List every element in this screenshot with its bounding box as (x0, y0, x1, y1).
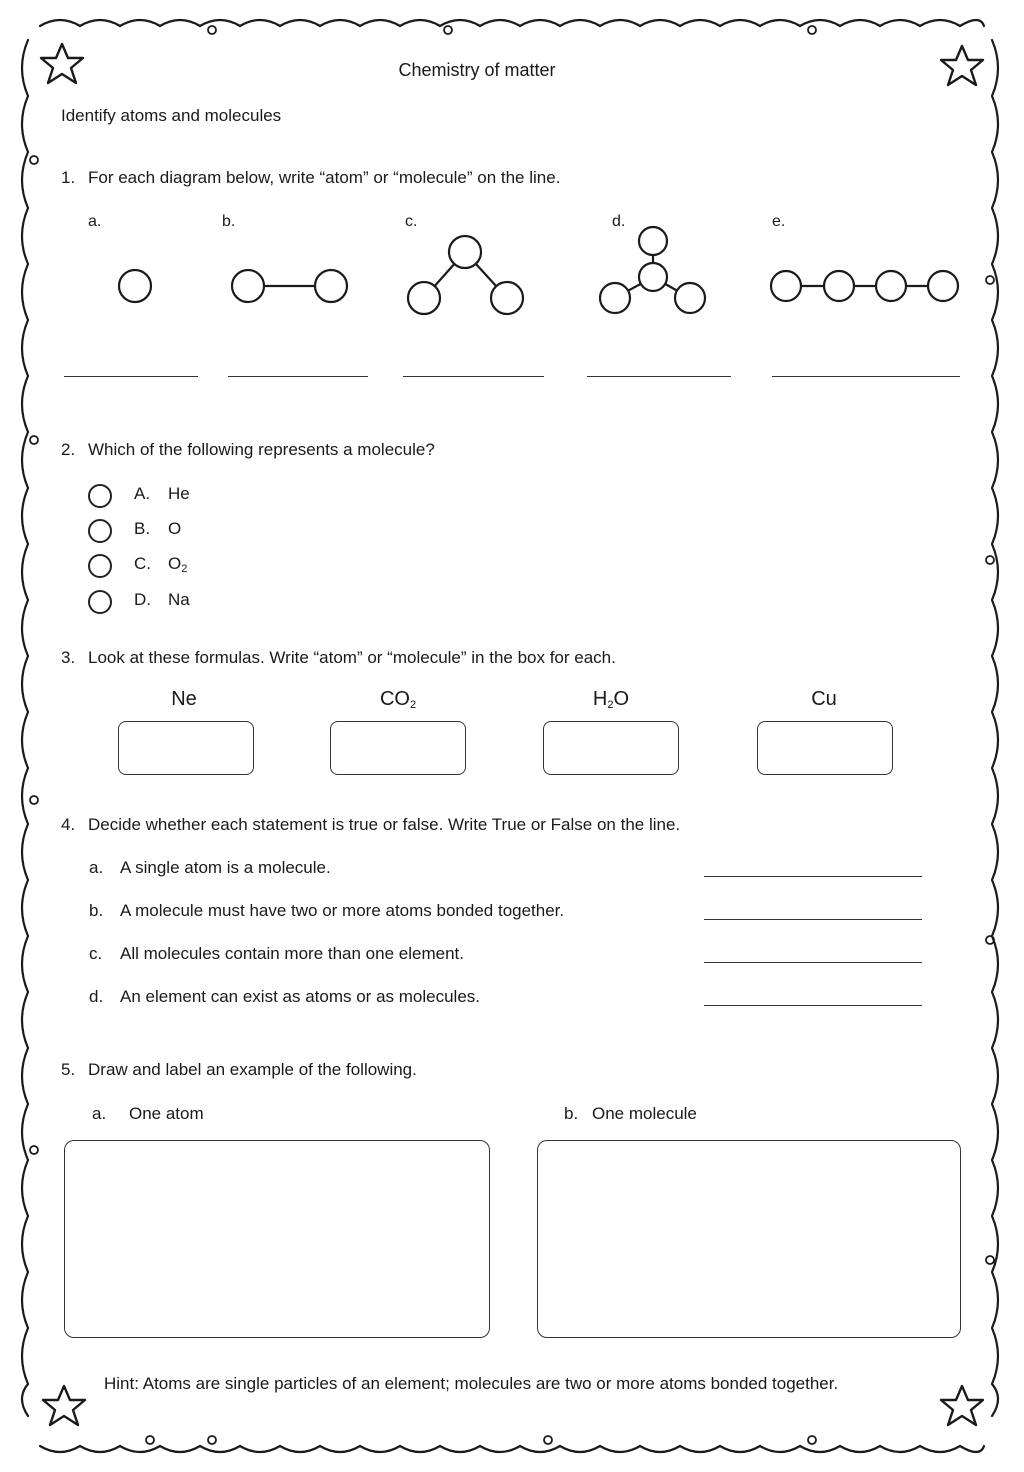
statement-a: a. A single atom is a molecule. (89, 858, 331, 877)
answer-box-ne[interactable] (118, 721, 254, 775)
formula-cu: Cu (811, 688, 837, 710)
question-2 (61, 440, 435, 460)
question-number: 3. (61, 648, 76, 667)
diagram-letter-d: d. (612, 213, 626, 230)
statement-c: c. All molecules contain more than one element. (89, 944, 464, 963)
radio-circle-icon[interactable] (88, 590, 112, 614)
formula-h2o: $H_2O$ (592, 688, 630, 711)
diagram-letter-a: a. (88, 213, 102, 230)
atom-diagrams (0, 0, 1024, 340)
option-letter: A. (134, 484, 151, 503)
true-false-line-b[interactable] (704, 919, 922, 920)
worksheet-title: Chemistry of matter (398, 60, 556, 80)
diagram-letter-b: b. (222, 213, 236, 230)
atom-diagram-e (771, 271, 958, 301)
formula-ne: Ne (171, 688, 197, 710)
option-value: $O_2$ (168, 554, 188, 575)
question-4 (61, 815, 680, 835)
true-false-line-d[interactable] (704, 1005, 922, 1006)
question-prompt: Draw and label an example of the following. (88, 1060, 417, 1079)
answer-box-h2o[interactable] (543, 721, 679, 775)
question-3 (61, 648, 616, 668)
atom-diagram-d (600, 227, 705, 313)
atom-diagram-a (119, 270, 151, 302)
atom-diagram-c (408, 236, 523, 314)
true-false-line-a[interactable] (704, 876, 922, 877)
statement-b: b. A molecule must have two or more atoms bonded together. (89, 901, 565, 920)
question-number: 4. (61, 815, 76, 834)
radio-circle-icon[interactable] (88, 519, 112, 543)
drawing-box-molecule[interactable] (537, 1140, 961, 1338)
question-prompt: For each diagram below, write “atom” or “molecule” on the line. (88, 168, 561, 187)
part-b-label: b. One molecule (564, 1104, 697, 1123)
radio-circle-icon[interactable] (88, 554, 112, 578)
question-number: 5. (61, 1060, 76, 1079)
diagram-letter-c: c. (405, 213, 418, 230)
drawing-box-atom[interactable] (64, 1140, 490, 1338)
atom-diagram-b (232, 270, 347, 302)
question-number: 2. (61, 440, 76, 459)
question-number: 1. (61, 168, 76, 187)
answer-line-c[interactable] (403, 376, 544, 377)
formula-co2: $CO_2$ (379, 688, 417, 711)
answer-box-co2[interactable] (330, 721, 466, 775)
true-false-line-c[interactable] (704, 962, 922, 963)
answer-line-b[interactable] (228, 376, 368, 377)
question-prompt: Look at these formulas. Write “atom” or “molecule” in the box for each. (88, 648, 616, 667)
answer-line-d[interactable] (587, 376, 731, 377)
option-letter: D. (134, 590, 151, 609)
worksheet-subtitle: Identify atoms and molecules (61, 106, 282, 125)
option-letter: C. (134, 554, 151, 573)
star-icon-bottom-left (43, 1386, 85, 1425)
hint-text: Hint: Atoms are single particles of an element; molecules are two or more atoms bonded together. (104, 1374, 839, 1393)
answer-box-cu[interactable] (757, 721, 893, 775)
option-value: Na (168, 590, 190, 609)
diagram-letter-e: e. (772, 213, 786, 230)
option-letter: B. (134, 519, 151, 538)
option-value: He (168, 484, 190, 503)
question-prompt: Which of the following represents a molecule? (88, 440, 435, 459)
answer-line-a[interactable] (64, 376, 198, 377)
statement-d: d. An element can exist as atoms or as molecules. (89, 987, 480, 1006)
radio-circle-icon[interactable] (88, 484, 112, 508)
star-icon-bottom-right (941, 1386, 983, 1425)
answer-line-e[interactable] (772, 376, 960, 377)
question-5 (61, 1060, 417, 1080)
part-a-label: a. One atom (92, 1104, 204, 1123)
question-prompt: Decide whether each statement is true or false. Write True or False on the line. (88, 815, 681, 834)
option-value: O (168, 519, 182, 538)
